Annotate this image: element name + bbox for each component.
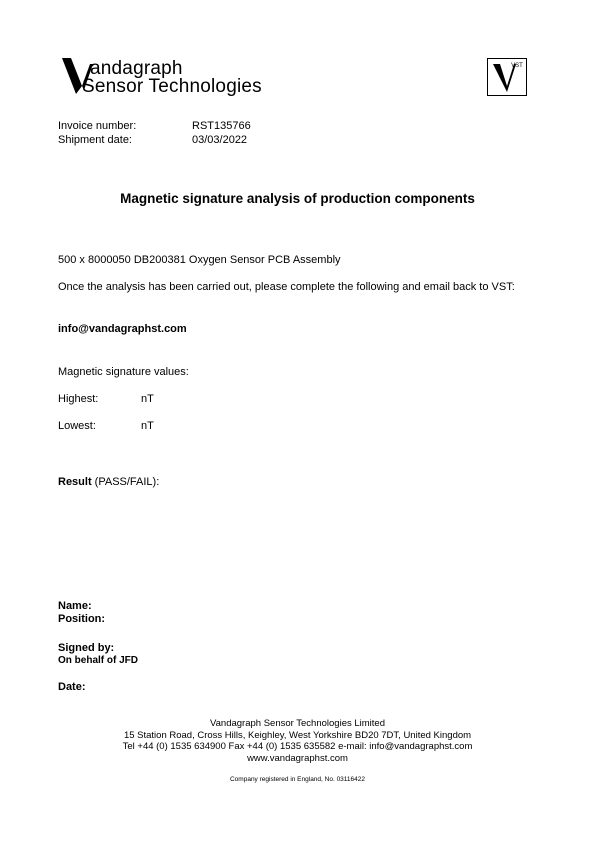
highest-label: Highest: [58, 393, 99, 405]
footer-address: 15 Station Road, Cross Hills, Keighley, West Yorkshire BD20 7DT, United Kingdom [123, 730, 472, 741]
company-name-line1: andagraph [90, 58, 183, 79]
signed-by-label: Signed by: [58, 642, 115, 654]
company-name-line2: Sensor Technologies [82, 76, 262, 97]
lowest-label: Lowest: [58, 420, 96, 432]
footer-registration: Company registered in England, No. 03116422 [229, 776, 366, 783]
signature-values-label: Magnetic signature values: [58, 366, 189, 378]
result-line [58, 476, 159, 488]
footer-website[interactable]: www.vandagraphst.com [247, 753, 348, 764]
page-title: Magnetic signature analysis of production components [120, 191, 475, 206]
position-label: Position: [58, 613, 106, 625]
shipment-date-value: 03/03/2022 [192, 134, 248, 146]
result-options: (PASS/FAIL): [91, 476, 160, 488]
footer-contact: Tel +44 (0) 1535 634900 Fax +44 (0) 1535 635582 e-mail: info@vandagraphst.com [122, 741, 473, 752]
name-label: Name: [58, 600, 92, 612]
vst-badge-icon [487, 58, 527, 96]
on-behalf-label: On behalf of JFD [58, 655, 138, 666]
instruction-text: Once the analysis has been carried out, please complete the following and email back to VST: [58, 281, 515, 293]
badge-text: VST [511, 63, 523, 69]
invoice-number-label: Invoice number: [58, 120, 137, 132]
email-link[interactable]: info@vandagraphst.com [58, 323, 187, 335]
footer-company: Vandagraph Sensor Technologies Limited [210, 718, 385, 729]
shipment-date-label: Shipment date: [58, 134, 132, 146]
highest-unit: nT [141, 393, 154, 405]
invoice-number-value: RST135766 [192, 120, 251, 132]
lowest-unit: nT [141, 420, 154, 432]
product-line: 500 x 8000050 DB200381 Oxygen Sensor PCB Assembly [58, 254, 341, 266]
date-label: Date: [58, 681, 86, 693]
result-label: Result [58, 476, 92, 488]
